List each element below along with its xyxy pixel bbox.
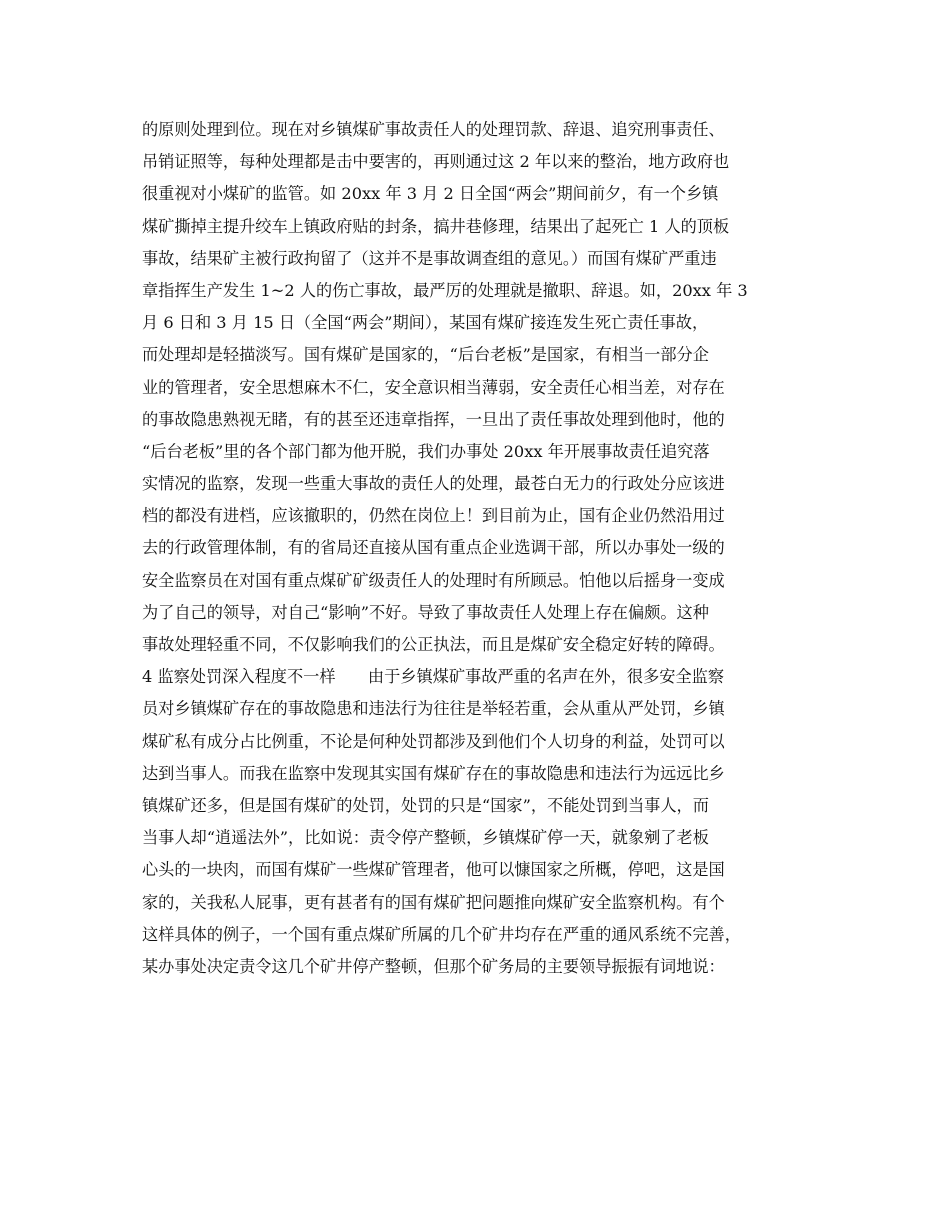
text-line: 章指挥生产发生 1~2 人的伤亡事故，最严厉的处理就是撤职、辞退。如，20xx 年 3 xyxy=(142,280,748,300)
text-line: 档的都没有进档，应该撤职的，仍然在岗位上！到目前为止，国有企业仍然沿用过 xyxy=(142,506,725,526)
text-line: 某办事处决定责令这几个矿井停产整顿，但那个矿务局的主要领导振振有词地说： xyxy=(142,956,725,976)
text-line: 家的，关我私人屁事，更有甚者有的国有煤矿把问题推向煤矿安全监察机构。有个 xyxy=(142,892,725,912)
text-line: 而处理却是轻描淡写。国有煤矿是国家的，“后台老板”是国家，有相当一部分企 xyxy=(142,345,709,365)
text-line: 当事人却“逍遥法外”，比如说：责令停产整顿，乡镇煤矿停一天，就象剜了老板 xyxy=(142,828,709,848)
text-line: 为了自己的领导，对自己“影响”不好。导致了事故责任人处理上存在偏颇。这种 xyxy=(142,602,709,622)
text-line: 去的行政管理体制，有的省局还直接从国有重点企业选调干部，所以办事处一级的 xyxy=(142,538,725,558)
text-line: 镇煤矿还多，但是国有煤矿的处罚，处罚的只是“国家”，不能处罚到当事人，而 xyxy=(142,795,709,815)
text-line: 吊销证照等，每种处理都是击中要害的，再则通过这 2 年以来的整治，地方政府也 xyxy=(142,152,730,172)
text-line: 安全监察员在对国有重点煤矿矿级责任人的处理时有所顾忌。怕他以后摇身一变成 xyxy=(142,570,725,590)
text-line: 很重视对小煤矿的监管。如 20xx 年 3 月 2 日全国“两会”期间前夕，有一个乡镇 xyxy=(142,184,719,204)
text-line: 煤矿私有成分占比例重，不论是何种处罚都涉及到他们个人切身的利益，处罚可以 xyxy=(142,731,725,751)
text-line: 煤矿撕掉主提升绞车上镇政府贴的封条，搞井巷修理，结果出了起死亡 1 人的顶板 xyxy=(142,216,730,236)
body-text xyxy=(142,114,832,983)
text-line: 事故处理轻重不同，不仅影响我们的公正执法，而且是煤矿安全稳定好转的障碍。 xyxy=(142,635,725,654)
text-line: 事故，结果矿主被行政拘留了（这并不是事故调查组的意见。）而国有煤矿严重违 xyxy=(142,248,717,268)
text-line: 月 6 日和 3 月 15 日（全国“两会”期间），某国有煤矿接连发生死亡责任事故， xyxy=(142,313,709,333)
text-line: 这样具体的例子，一个国有重点煤矿所属的几个矿井均存在严重的通风系统不完善， xyxy=(142,924,741,944)
text-line: “后台老板”里的各个部门都为他开脱，我们办事处 20xx 年开展事故责任追究落 xyxy=(142,441,710,461)
text-line: 实情况的监察，发现一些重大事故的责任人的处理，最苍白无力的行政处分应该进 xyxy=(142,474,725,494)
text-line: 员对乡镇煤矿存在的事故隐患和违法行为往往是举轻若重，会从重从严处罚，乡镇 xyxy=(142,699,725,719)
text-line: 业的管理者，安全思想麻木不仁，安全意识相当薄弱，安全责任心相当差，对存在 xyxy=(142,377,725,397)
text-line: 达到当事人。而我在监察中发现其实国有煤矿存在的事故隐患和违法行为远远比乡 xyxy=(142,763,725,783)
text-line: 的原则处理到位。现在对乡镇煤矿事故责任人的处理罚款、辞退、追究刑事责任、 xyxy=(142,120,725,139)
text-line: 心头的一块肉，而国有煤矿一些煤矿管理者，他可以慷国家之所概，停吧，这是国 xyxy=(142,860,725,880)
text-line: 4 监察处罚深入程度不一样 由于乡镇煤矿事故严重的名声在外，很多安全监察 xyxy=(142,667,725,687)
text-line: 的事故隐患熟视无睹，有的甚至还违章指挥，一旦出了责任事故处理到他时，他的 xyxy=(142,409,725,429)
